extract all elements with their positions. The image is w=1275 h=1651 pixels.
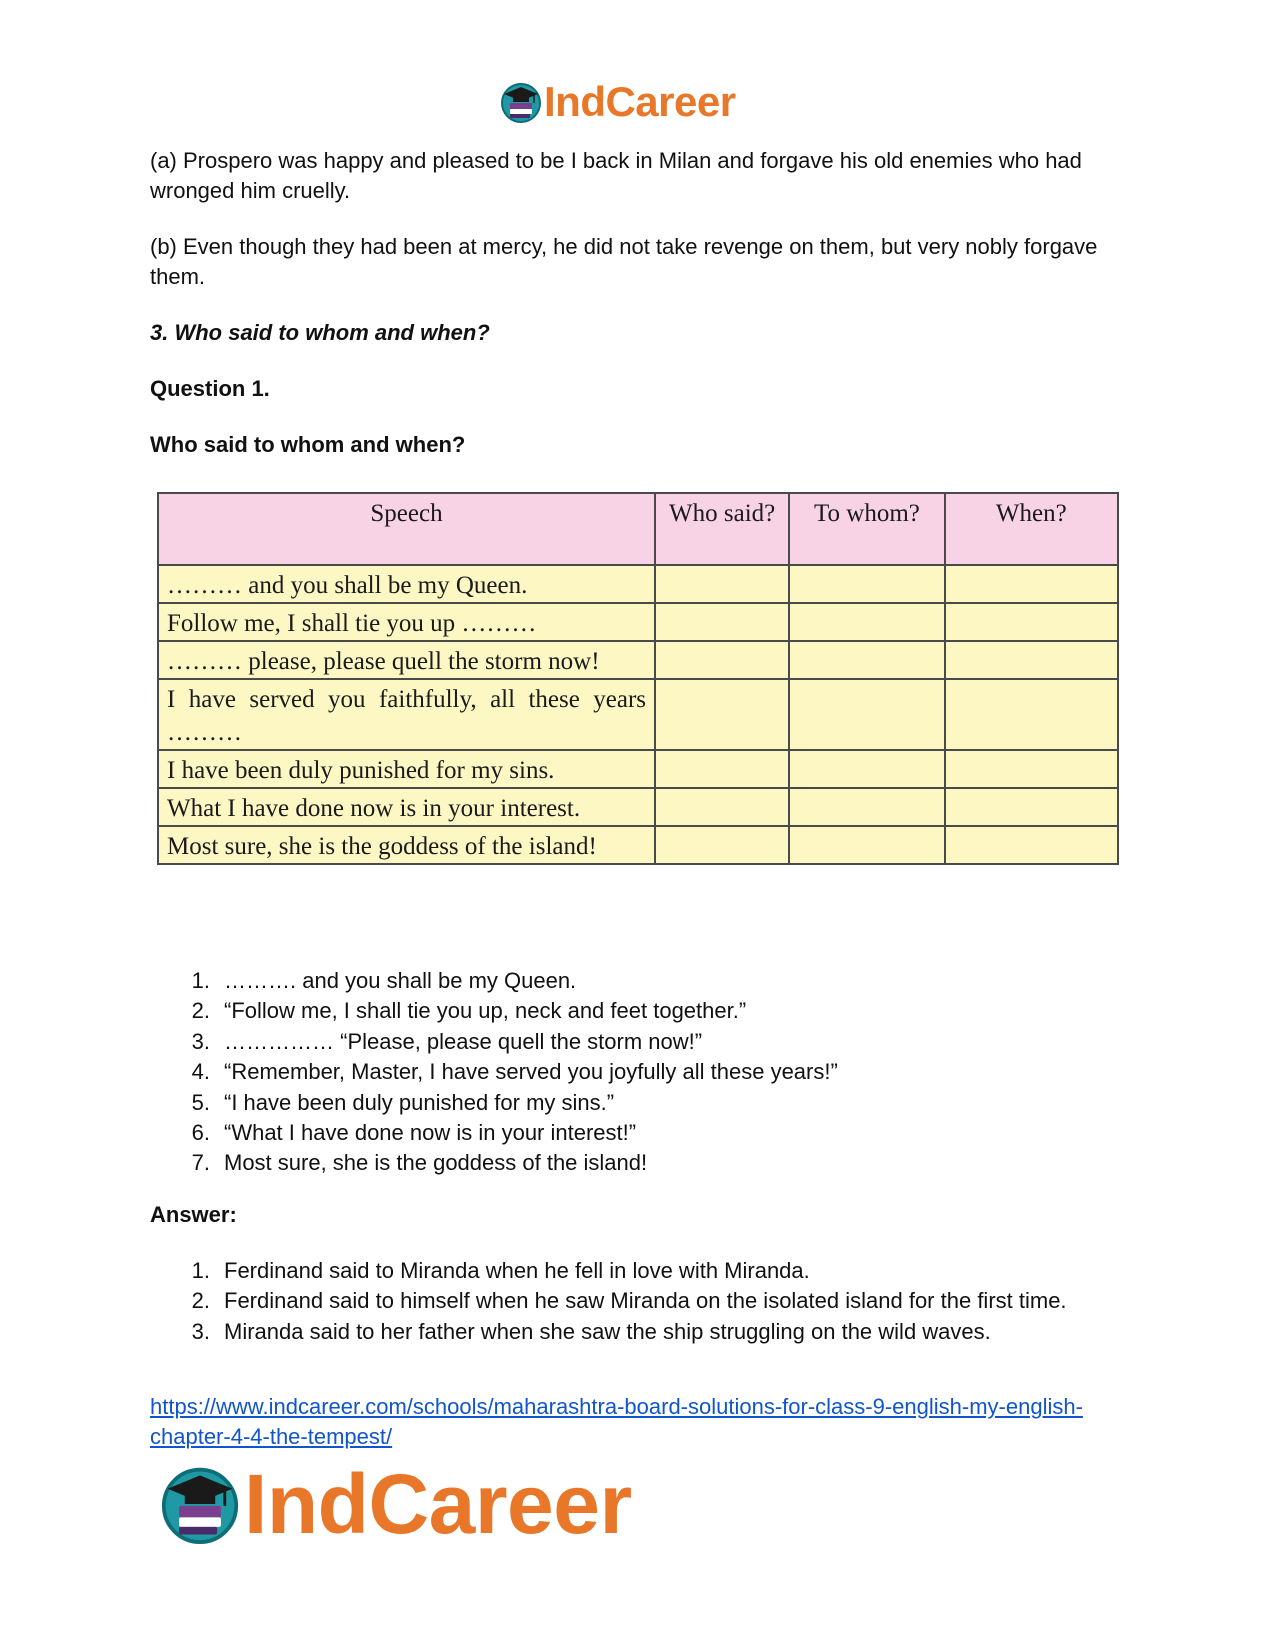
list-item (150, 1027, 838, 1057)
list-number: 5. (191, 1089, 210, 1115)
paragraph-a: (a) Prospero was happy and pleased to be I back in Milan and forgave his old enemies who had wronged him cruelly. (150, 148, 1082, 203)
empty-cell (945, 750, 1118, 788)
list-item (150, 1148, 838, 1178)
list-number: 1. (191, 968, 210, 993)
speech-table-figure (157, 492, 1119, 865)
list-item-text: “What I have done now is in your interest!” (224, 1120, 637, 1146)
empty-cell (945, 826, 1118, 864)
paragraph-b: (b) Even though they had been at mercy, he did not take revenge on them, but very nobly forgave them. (150, 234, 1098, 289)
list-item-text: Ferdinand said to himself when he saw Miranda on the isolated island for the first time. (224, 1288, 1067, 1314)
source-link[interactable]: https://www.indcareer.com/schools/maharashtra-board-solutions-for-class-9-english-my-english-chapter-4-4-the-tempest/ (150, 1394, 1083, 1449)
list-item-text: “Remember, Master, I have served you joyfully all these years!” (224, 1059, 838, 1085)
header-who-said: Who said? (655, 493, 789, 565)
table-header-row (158, 493, 1118, 565)
section-heading: 3. Who said to whom and when? (150, 320, 490, 345)
empty-cell (789, 565, 944, 603)
empty-cell (945, 679, 1118, 750)
list-number: 4. (191, 1059, 210, 1085)
list-item (150, 1057, 838, 1087)
question-text: Who said to whom and when? (150, 432, 466, 457)
quotes-list (150, 966, 838, 1179)
header-speech: Speech (158, 493, 655, 565)
graduation-cap-book-icon (500, 81, 542, 123)
empty-cell (789, 826, 944, 864)
speech-cell: Most sure, she is the goddess of the island! (158, 826, 655, 864)
list-item (150, 1256, 1067, 1286)
list-number: 6. (191, 1120, 210, 1146)
brand-name: IndCareer (244, 1457, 632, 1551)
header-to-whom: To whom? (789, 493, 944, 565)
list-number: 3. (191, 1028, 210, 1054)
list-item-text: Miranda said to her father when she saw the ship struggling on the wild waves. (224, 1318, 991, 1344)
table-row (158, 826, 1118, 864)
empty-cell (655, 565, 789, 603)
graduation-cap-book-icon (160, 1464, 240, 1544)
empty-cell (945, 641, 1118, 679)
table-row (158, 788, 1118, 826)
list-number: 3. (191, 1318, 210, 1344)
empty-cell (655, 679, 789, 750)
list-item (150, 1317, 1067, 1347)
empty-cell (655, 826, 789, 864)
speech-cell: ……… please, please quell the storm now! (158, 641, 655, 679)
empty-cell (655, 603, 789, 641)
speech-cell: Follow me, I shall tie you up ……… (158, 603, 655, 641)
list-item (150, 996, 838, 1026)
empty-cell (945, 603, 1118, 641)
empty-cell (945, 788, 1118, 826)
speech-table (157, 492, 1119, 865)
header-when: When? (945, 493, 1118, 565)
speech-cell: I have been duly punished for my sins. (158, 750, 655, 788)
speech-cell: ……… and you shall be my Queen. (158, 565, 655, 603)
list-number: 7. (191, 1150, 210, 1176)
list-item (150, 1286, 1067, 1316)
table-row (158, 679, 1118, 750)
speech-cell: What I have done now is in your interest. (158, 788, 655, 826)
table-row (158, 565, 1118, 603)
answers-list (150, 1256, 1067, 1347)
empty-cell (789, 788, 944, 826)
list-item (150, 1118, 838, 1148)
list-number: 1. (191, 1258, 210, 1283)
list-item (150, 966, 838, 996)
list-item-text: ………. and you shall be my Queen. (224, 968, 577, 993)
empty-cell (789, 641, 944, 679)
document-body (150, 146, 1130, 486)
empty-cell (789, 750, 944, 788)
table-row (158, 603, 1118, 641)
empty-cell (655, 641, 789, 679)
empty-cell (945, 565, 1118, 603)
empty-cell (655, 750, 789, 788)
empty-cell (789, 679, 944, 750)
header-logo (500, 80, 736, 124)
table-row (158, 641, 1118, 679)
answer-label: Answer: (150, 1202, 237, 1227)
empty-cell (789, 603, 944, 641)
list-number: 2. (191, 1288, 210, 1314)
list-item-text: Most sure, she is the goddess of the island! (224, 1150, 648, 1176)
list-item-text: “Follow me, I shall tie you up, neck and feet together.” (224, 998, 747, 1024)
table-row (158, 750, 1118, 788)
question-label: Question 1. (150, 376, 270, 401)
empty-cell (655, 788, 789, 826)
list-item-text: “I have been duly punished for my sins.” (224, 1089, 615, 1115)
list-item (150, 1088, 838, 1118)
list-item-text: Ferdinand said to Miranda when he fell in love with Miranda. (224, 1258, 810, 1283)
footer-logo (160, 1457, 632, 1551)
speech-cell: I have served you faithfully, all these years ……… (158, 679, 655, 750)
brand-name: IndCareer (544, 78, 736, 125)
list-number: 2. (191, 998, 210, 1024)
list-item-text: …………… “Please, please quell the storm now!” (224, 1028, 703, 1054)
